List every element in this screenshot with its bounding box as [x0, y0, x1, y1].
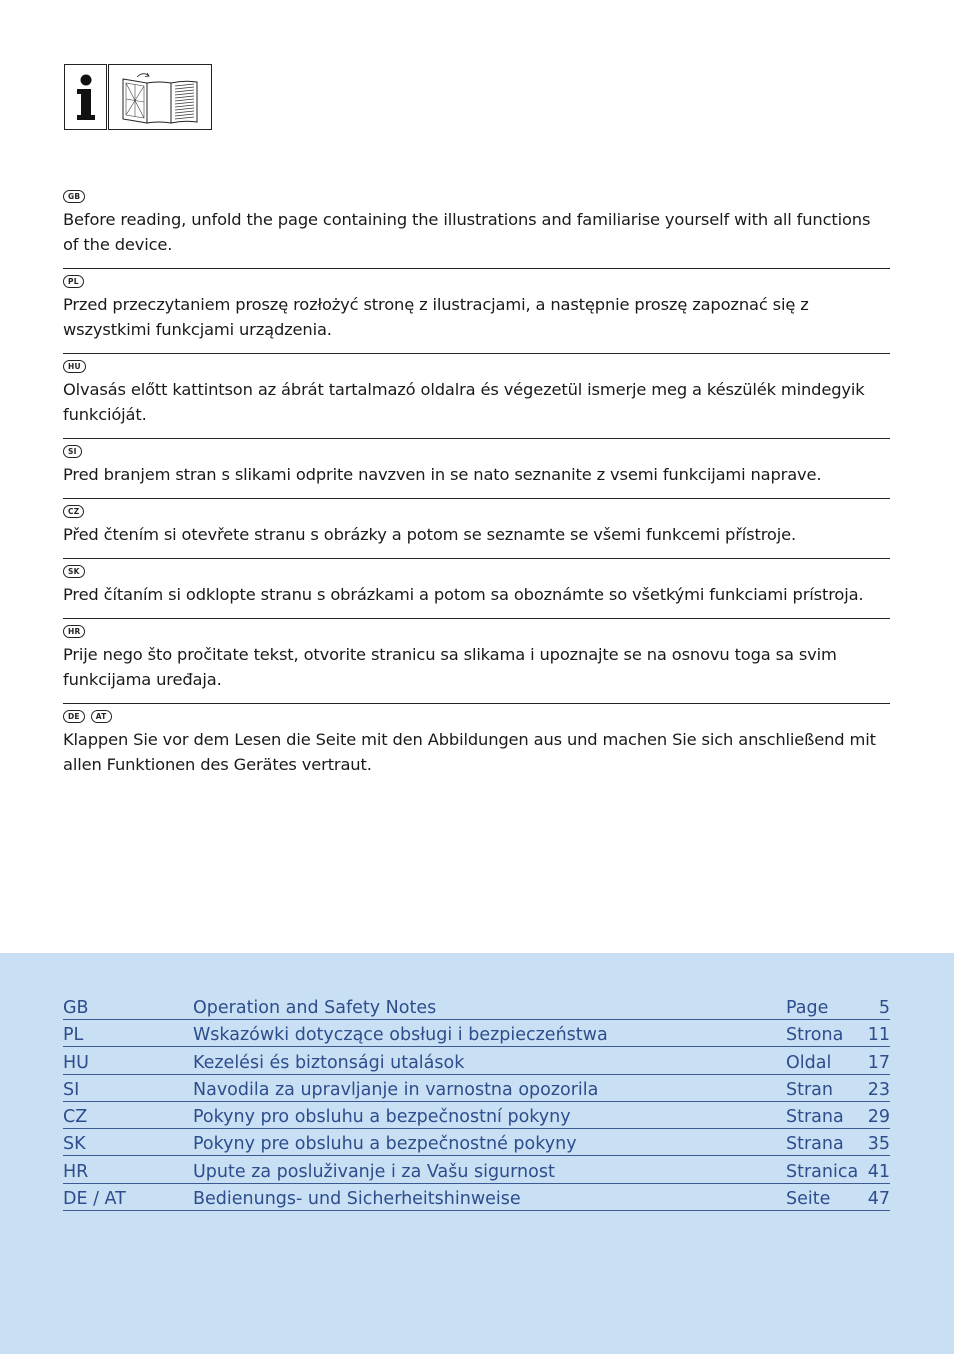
country-flag-label: DE — [63, 710, 85, 723]
info-icon — [64, 64, 107, 130]
toc-section-title: Kezelési és biztonsági utalások — [193, 1052, 465, 1073]
toc-page-number: 5 — [878, 998, 890, 1018]
toc-page-label: Oldal — [786, 1052, 832, 1073]
note-de-at — [63, 704, 890, 788]
table-of-contents — [63, 993, 890, 1211]
toc-page-number: 35 — [867, 1134, 890, 1155]
country-flag-label: PL — [63, 275, 84, 288]
note-text: Před čtením si otevřete stranu s obrázky a potom se seznamte se všemi funkcemi přístroje. — [63, 525, 796, 544]
country-flag-label: SK — [63, 565, 85, 578]
country-flag-label: SI — [63, 445, 82, 458]
toc-language-code: HR — [63, 1161, 89, 1182]
country-flag-label: GB — [63, 190, 85, 203]
note-hr — [63, 619, 890, 704]
toc-page-number: 29 — [867, 1107, 890, 1128]
note-hu — [63, 354, 890, 439]
note-text: Pred čítaním si odklopte stranu s obrázkami a potom sa oboznámte so všetkými funkciami prístroja. — [63, 585, 864, 604]
toc-page-label: Stranica — [786, 1161, 859, 1182]
toc-section-title: Upute za posluživanje i za Vašu sigurnost — [193, 1161, 555, 1182]
note-text: Pred branjem stran s slikami odprite navzven in se nato seznanite z vsemi funkcijami naprave. — [63, 465, 822, 484]
country-flag-label: AT — [91, 710, 112, 723]
toc-page-number: 11 — [867, 1025, 890, 1046]
toc-language-code: DE / AT — [63, 1189, 126, 1210]
note-text: Before reading, unfold the page containing the illustrations and familiarise yourself with all functions of the device. — [63, 210, 871, 254]
note-cz — [63, 499, 890, 559]
toc-language-code: CZ — [63, 1107, 88, 1128]
note-pl — [63, 269, 890, 354]
note-sk — [63, 559, 890, 619]
toc-page-label: Strona — [786, 1025, 844, 1046]
toc-row[interactable] — [63, 1048, 890, 1075]
toc-section-title: Pokyny pre obsluhu a bezpečnostné pokyny — [193, 1134, 577, 1155]
country-flag-label: HR — [63, 625, 85, 638]
info-pictogram — [64, 64, 212, 130]
toc-row[interactable] — [63, 1157, 890, 1184]
toc-page-label: Seite — [786, 1189, 831, 1210]
toc-page-label: Strana — [786, 1134, 844, 1155]
toc-section-title: Bedienungs- und Sicherheitshinweise — [193, 1189, 521, 1210]
instruction-notes — [63, 184, 890, 788]
note-text: Klappen Sie vor dem Lesen die Seite mit den Abbildungen aus und machen Sie sich anschließend mit allen Funktionen des Gerätes vertraut. — [63, 730, 876, 774]
toc-row[interactable] — [63, 1020, 890, 1047]
toc-row[interactable] — [63, 993, 890, 1020]
table-of-contents-panel — [0, 953, 954, 1354]
toc-row[interactable] — [63, 1184, 890, 1211]
toc-page-label: Strana — [786, 1107, 844, 1128]
toc-page-label: Page — [786, 998, 829, 1018]
toc-section-title: Operation and Safety Notes — [193, 998, 437, 1018]
toc-language-code: PL — [63, 1025, 84, 1046]
toc-page-number: 23 — [867, 1079, 890, 1100]
fold-out-page-icon — [108, 64, 212, 130]
toc-page-number: 47 — [867, 1189, 890, 1210]
toc-section-title: Pokyny pro obsluhu a bezpečnostní pokyny — [193, 1107, 571, 1128]
toc-section-title: Navodila za upravljanje in varnostna opozorila — [193, 1079, 599, 1100]
toc-language-code: GB — [63, 998, 89, 1018]
toc-row[interactable] — [63, 1102, 890, 1129]
toc-row[interactable] — [63, 1075, 890, 1102]
note-gb — [63, 184, 890, 269]
note-text: Prije nego što pročitate tekst, otvorite stranicu sa slikama i upoznajte se na osnovu toga sa svim funkcijama uređaja. — [63, 645, 837, 689]
toc-page-number: 41 — [867, 1161, 890, 1182]
toc-page-number: 17 — [867, 1052, 890, 1073]
toc-row[interactable] — [63, 1129, 890, 1156]
toc-language-code: SK — [63, 1134, 86, 1155]
note-si — [63, 439, 890, 499]
toc-language-code: HU — [63, 1052, 89, 1073]
toc-section-title: Wskazówki dotyczące obsługi i bezpieczeństwa — [193, 1025, 608, 1046]
country-flag-label: CZ — [63, 505, 84, 518]
toc-page-label: Stran — [786, 1079, 833, 1100]
note-text: Przed przeczytaniem proszę rozłożyć stronę z ilustracjami, a następnie proszę zapoznać się z wszystkimi funkcjami urządzenia. — [63, 295, 809, 339]
toc-language-code: SI — [63, 1079, 80, 1100]
country-flag-label: HU — [63, 360, 86, 373]
note-text: Olvasás előtt kattintson az ábrát tartalmazó oldalra és végezetül ismerje meg a készülék mindegyik funkcióját. — [63, 380, 865, 424]
